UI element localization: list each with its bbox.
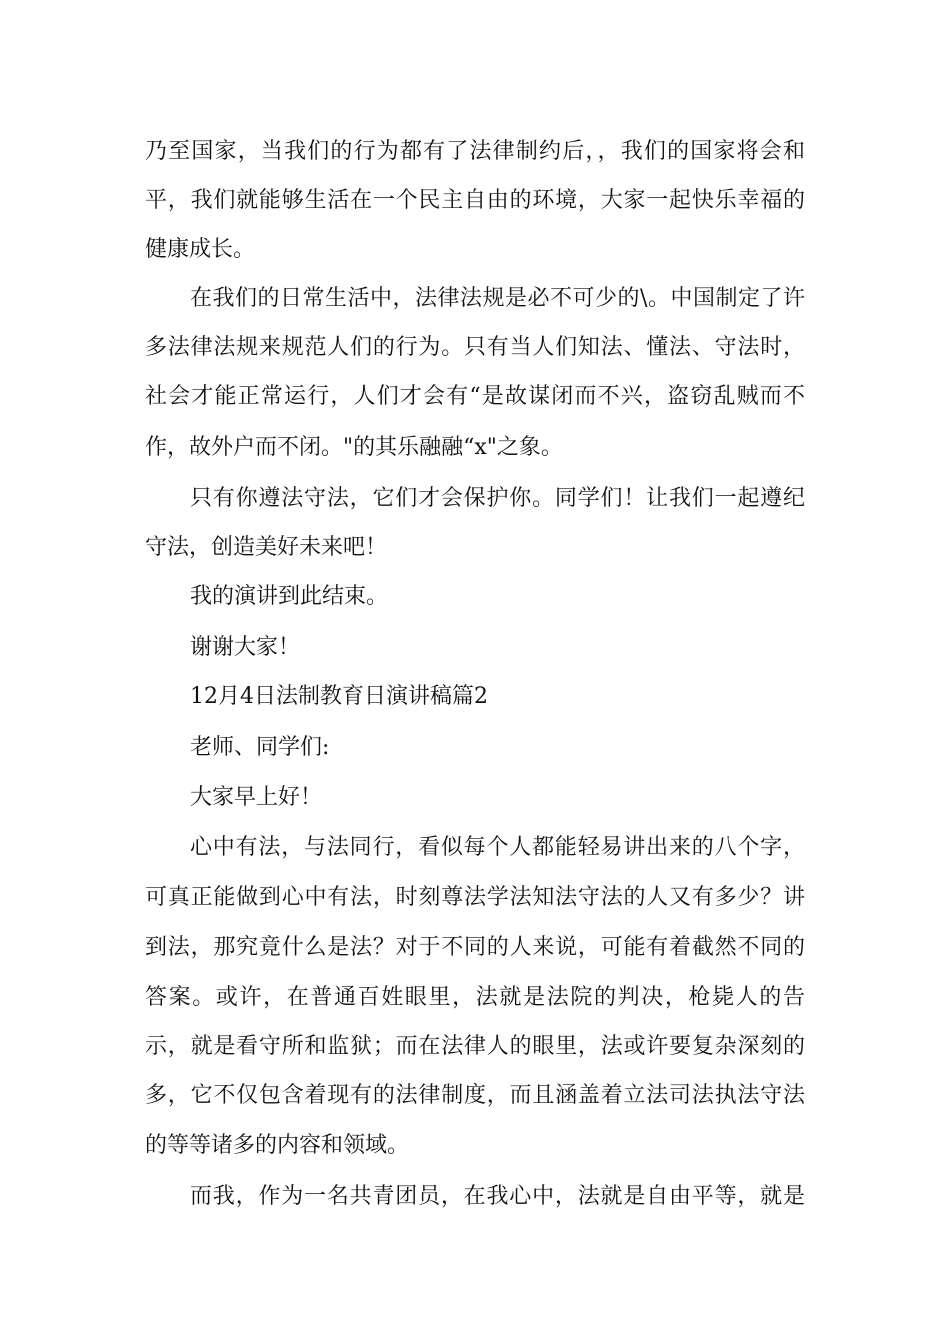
text-line — [0, 372, 950, 422]
text-line — [0, 225, 950, 275]
text-line-content: 多法律法规来规范人们的行为。只有当人们知法、懂法、守法时， — [145, 335, 805, 360]
text-line — [0, 323, 950, 373]
text-line — [0, 923, 950, 973]
text-line-content: 而我，作为一名共青团员，在我心中，法就是自由平等，就是 — [190, 1184, 805, 1209]
text-line-content: 到法，那究竟什么是法？对于不同的人来说，可能有着截然不同的 — [145, 935, 805, 960]
text-line — [0, 274, 950, 324]
text-line-content: 乃至国家，当我们的行为都有了法律制约后，，我们的国家将会和 — [145, 139, 805, 164]
text-line — [0, 1121, 950, 1171]
text-line-content: 社会才能正常运行，人们才会有“是故谋闭而不兴，盗窃乱贼而不 — [145, 384, 805, 409]
text-line-content: 只有你遵法守法，它们才会保护你。同学们！让我们一起遵纪 — [190, 486, 805, 511]
text-line — [0, 1022, 950, 1072]
text-line-content: 老师、同学们: — [190, 735, 330, 760]
text-line-content: 多，它不仅包含着现有的法律制度，而且涵盖着立法司法执法守法 — [145, 1083, 805, 1108]
text-line — [0, 723, 950, 773]
text-line-content: 大家早上好！ — [190, 785, 323, 810]
text-line — [0, 873, 950, 923]
text-line — [0, 474, 950, 524]
text-line — [0, 973, 950, 1023]
text-line-content: 健康成长。 — [145, 237, 256, 262]
text-line-content: 的等等诸多的内容和领域。 — [145, 1133, 410, 1158]
text-line — [0, 1172, 950, 1222]
text-line — [0, 523, 950, 573]
text-line-content: 谢谢大家！ — [190, 635, 301, 660]
text-line — [0, 623, 950, 673]
text-line — [0, 572, 950, 622]
text-line — [0, 176, 950, 226]
text-line — [0, 1071, 950, 1121]
text-line — [0, 672, 950, 722]
text-line — [0, 127, 950, 177]
section-heading: 12月4日法制教育日演讲稿篇2 — [190, 684, 488, 709]
text-line-content: 在我们的日常生活中，法律法规是必不可少的\。中国制定了许 — [190, 286, 805, 311]
text-line-content: 可真正能做到心中有法，时刻尊法学法知法守法的人又有多少？讲 — [145, 885, 805, 910]
text-line-content: 我的演讲到此结束。 — [190, 584, 389, 609]
text-line-content: 示，就是看守所和监狱；而在法律人的眼里，法或许要复杂深刻的 — [145, 1034, 805, 1059]
text-line-content: 守法，创造美好未来吧！ — [145, 535, 388, 560]
text-line-content: 答案。或许，在普通百姓眼里，法就是法院的判决，枪毙人的告 — [145, 985, 805, 1010]
text-line — [0, 823, 950, 873]
text-line-content: 作，故外户而不闭。"的其乐融融“x"之象。 — [145, 435, 563, 460]
text-line — [0, 773, 950, 823]
text-line-content: 心中有法，与法同行，看似每个人都能轻易讲出来的八个字， — [190, 835, 805, 860]
text-line-content: 平，我们就能够生活在一个民主自由的环境，大家一起快乐幸福的 — [145, 188, 805, 213]
text-line — [0, 423, 950, 473]
